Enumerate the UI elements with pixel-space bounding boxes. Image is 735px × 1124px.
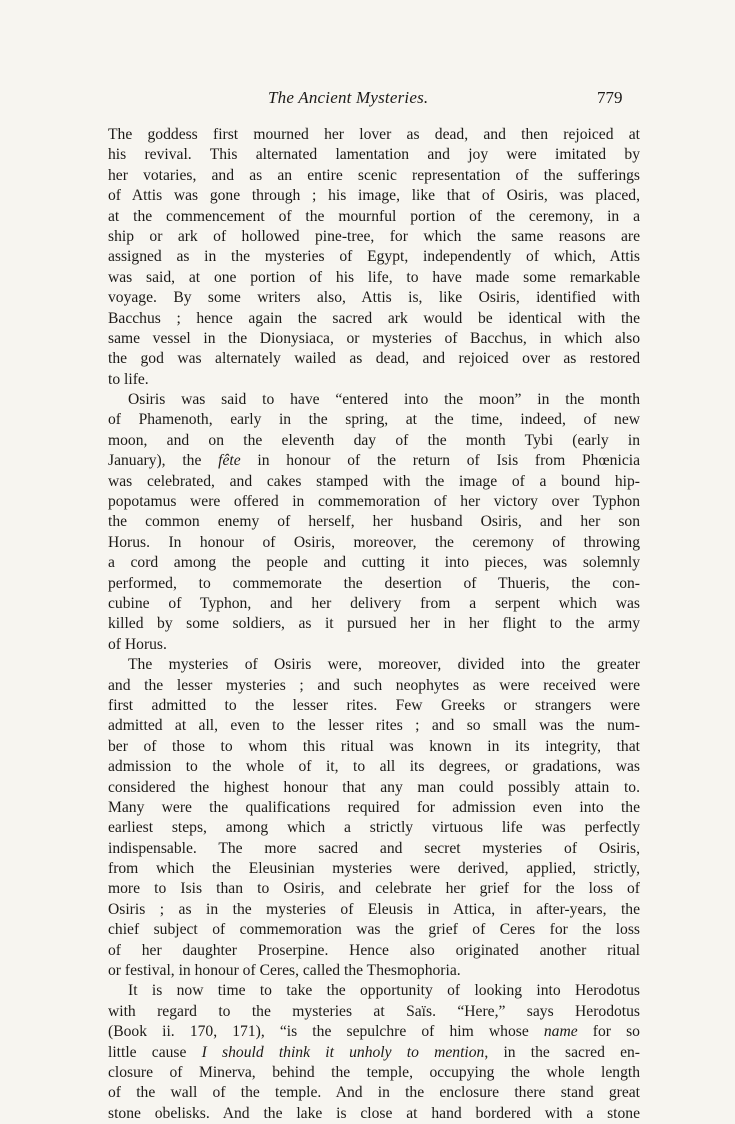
text-line: killed by some soldiers, as it pursued her in her flight to the army [108,615,640,633]
text-line: and the lesser mysteries ; and such neophytes as were received were [108,676,640,694]
text-line: admitted at all, even to the lesser rites ; and so small was the num- [108,717,640,735]
text-line [108,451,640,471]
text-line: ship or ark of hollowed pine-tree, for which the same reasons are [108,227,640,245]
text-line: was celebrated, and cakes stamped with the image of a bound hip- [108,472,640,490]
text-line: of Horus. [108,635,167,653]
text-line: performed, to commemorate the desertion of Thueris, the con- [108,574,640,592]
text-line: of Attis was gone through ; his image, like that of Osiris, was placed, [108,187,640,205]
text-line: or festival, in honour of Ceres, called the Thesmophoria. [108,962,461,980]
text-line: the god was alternately wailed as dead, and rejoiced over as restored [108,350,640,368]
italic-span: name [543,1023,578,1041]
italic-span: fête [218,452,241,470]
text-line: assigned as in the mysteries of Egypt, independently of which, Attis [108,248,640,266]
page-number: 779 [597,88,623,107]
text-line: first admitted to the lesser rites. Few Greeks or strangers were [108,696,640,714]
text-line: of Phamenoth, early in the spring, at the time, indeed, of new [108,411,640,429]
text-line: closure of Minerva, behind the temple, occupying the whole length [108,1063,640,1081]
text-line: The goddess first mourned her lover as dead, and then rejoiced at [108,126,640,143]
text-line: Bacchus ; hence again the sacred ark would be identical with the [108,309,640,327]
text-line: the common enemy of herself, her husband Osiris, and her son [108,513,640,531]
text-line: his revival. This alternated lamentation and joy were imitated by [108,146,640,164]
text-line: It is now time to take the opportunity of looking into Herodotus [128,982,640,1000]
text-line: to life. [108,370,149,388]
text-line: cubine of Typhon, and her delivery from a serpent which was [108,594,640,612]
text-line: Osiris was said to have “entered into the moon” in the month [128,391,640,409]
text-line: from which the Eleusinian mysteries were derived, applied, strictly, [108,860,640,878]
text-line: Many were the qualifications required for admission even into the [108,798,640,816]
text-span: January), the [108,452,219,470]
text-line: indispensable. The more sacred and secret mysteries of Osiris, [108,839,640,857]
text-line: with regard to the mysteries at Saïs. “Here,” says Herodotus [108,1002,640,1020]
text-span: little cause [108,1043,202,1061]
text-line [108,1022,640,1042]
text-line: was said, at one portion of his life, to have made some remarkable [108,268,640,286]
text-line: her votaries, and as an entire scenic representation of the sufferings [108,166,640,184]
text-line: considered the highest honour that any man could possibly attain to. [108,778,640,796]
text-line: of the wall of the temple. And in the enclosure there stand great [108,1084,640,1102]
text-line: chief subject of commemoration was the grief of Ceres for the loss [108,921,640,939]
text-line: The mysteries of Osiris were, moreover, divided into the greater [128,656,640,674]
text-line: Horus. In honour of Osiris, moreover, the ceremony of throwing [108,533,640,551]
text-line: admission to the whole of it, to all its degrees, or gradations, was [108,758,640,776]
italic-span: I should think it unholy to mention [201,1043,485,1061]
text-line: ber of those to whom this ritual was known in its integrity, that [108,737,640,755]
text-line: stone obelisks. And the lake is close at hand bordered with a stone [108,1104,640,1122]
text-line: a cord among the people and cutting it into pieces, was solemnly [108,554,640,572]
text-line: same vessel in the Dionysiaca, or mysteries of Bacchus, in which also [108,329,640,347]
text-line: moon, and on the eleventh day of the month Tybi (early in [108,431,640,449]
text-line: popotamus were offered in commemoration of her victory over Typhon [108,493,640,511]
text-span: in honour of the return of Isis from Phœnicia [240,452,640,470]
text-line: of her daughter Proserpine. Hence also originated another ritual [108,941,640,959]
text-line: at the commencement of the mournful portion of the ceremony, in a [108,207,640,225]
text-line: more to Isis than to Osiris, and celebrate her grief for the loss of [108,880,640,898]
body-text [108,125,640,1124]
text-line: Osiris ; as in the mysteries of Eleusis in Attica, in after-years, the [108,900,640,918]
text-line: earliest steps, among which a strictly virtuous life was perfectly [108,819,640,837]
page-header [0,86,735,112]
running-title: The Ancient Mysteries. [268,88,429,107]
text-span: , in the sacred en- [484,1043,640,1061]
text-line: voyage. By some writers also, Attis is, like Osiris, identified with [108,289,640,307]
text-span: for so [577,1023,640,1041]
text-line [108,1043,640,1063]
text-span: (Book ii. 170, 171), “is the sepulchre of him whose [108,1023,544,1041]
